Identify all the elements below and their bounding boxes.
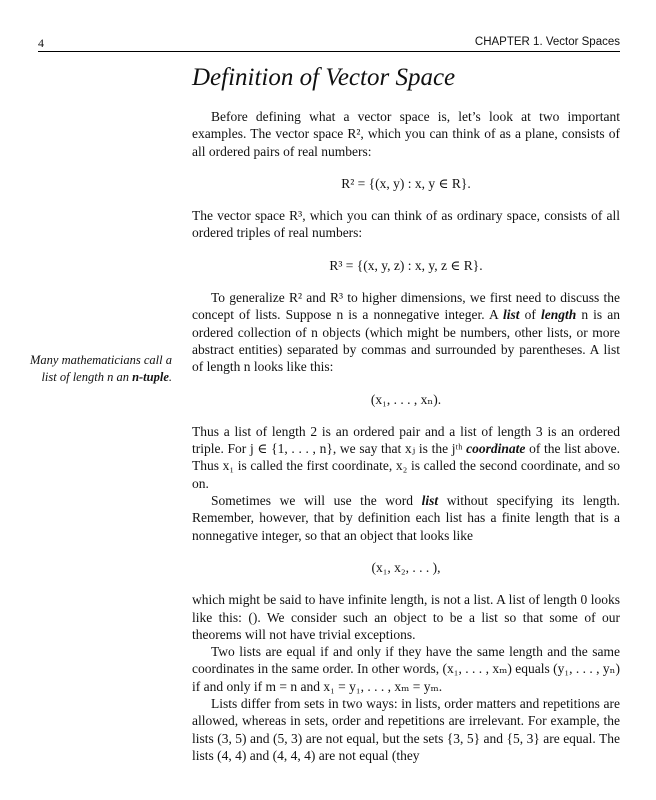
paragraph-5: [192, 492, 620, 544]
body-text: [192, 108, 620, 764]
term-length: length: [540, 307, 577, 323]
term-list-2: list: [421, 493, 439, 509]
paragraph-3: [192, 289, 620, 375]
page-header: [38, 36, 620, 52]
paragraph-2: The vector space R³, which you can think of as ordinary space, consists of all ordered triples of real numbers:: [192, 208, 620, 241]
paragraph-3-text-a: To generalize R² and R³ to higher dimensions, we first need to discuss the concept of lists. Suppose n is a nonnegative integer. A: [192, 290, 620, 323]
margin-note-end: .: [168, 370, 172, 384]
paragraph-8: Lists differ from sets in two ways: in lists, order matters and repetitions are allowed, whereas in sets, order and repetitions are irrelevant. For example, the lists (3, 5) and (5, 3) are not equal, but the sets {3, 5} and {5, 3} are equal. The lists (4, 4) and (4, 4, 4) are not equal (they: [192, 696, 620, 763]
paragraph-1: Before defining what a vector space is, let’s look at two important examples. The vector space R², which you can think of as a plane, consists of all ordered pairs of real numbers:: [192, 109, 620, 159]
margin-note-term: n-tuple: [132, 370, 169, 384]
paragraph-5-text-a: Sometimes we will use the word: [211, 493, 422, 509]
header-rule: [38, 51, 620, 52]
running-chapter-title: CHAPTER 1. Vector Spaces: [474, 36, 620, 48]
display-list: (x₁, . . . , xₙ).: [370, 391, 442, 407]
paragraph-3-text-b: of: [519, 307, 541, 323]
paragraph-4: [192, 423, 620, 492]
paragraph-4-text-a: Thus a list of length 2 is an ordered pair and a list of length 3 is an ordered triple. For j ∈ {1, . . . , n}, we say that xⱼ is the jᵗʰ: [192, 423, 620, 457]
margin-note: [20, 352, 172, 386]
paragraph-5-text-b: without specifying its length. Remember, however, that by definition each list has a finite length that is a nonnegative integer, so that an object that looks like: [192, 493, 620, 543]
term-coordinate: coordinate: [466, 441, 526, 457]
term-list: list: [503, 307, 520, 323]
paragraph-4-text-b: of the list above. Thus x₁ is called the first coordinate, x₂ is called the second coordinate, and so on.: [192, 441, 620, 491]
paragraph-6: which might be said to have infinite length, is not a list. A list of length 0 looks like this: (). We consider such an object to be a list so that some of our theorems will not have trivial exceptions.: [192, 592, 620, 642]
display-r3: R³ = {(x, y, z) : x, y, z ∈ R}.: [329, 257, 483, 273]
display-r2: R² = {(x, y) : x, y ∈ R}.: [341, 175, 471, 191]
paragraph-3-text-c: n is an ordered collection of n objects (which might be numbers, other lists, or more abstract entities) separated by commas and surrounded by parentheses. A list of length n looks like this:: [192, 307, 620, 375]
page-number: 4: [38, 36, 44, 50]
section-title: Definition of Vector Space: [192, 64, 456, 91]
paragraph-7: Two lists are equal if and only if they have the same length and the same coordinates in the same order. In other words, (x₁, . . . , xₘ) equals (y₁, . . . , yₙ) if and only if m = n and x₁ = y₁, . . . , xₘ = yₘ.: [192, 644, 620, 694]
margin-note-text: Many mathematicians call a list of length n an: [30, 353, 172, 384]
display-infinite: (x₁, x₂, . . . ),: [371, 559, 441, 575]
